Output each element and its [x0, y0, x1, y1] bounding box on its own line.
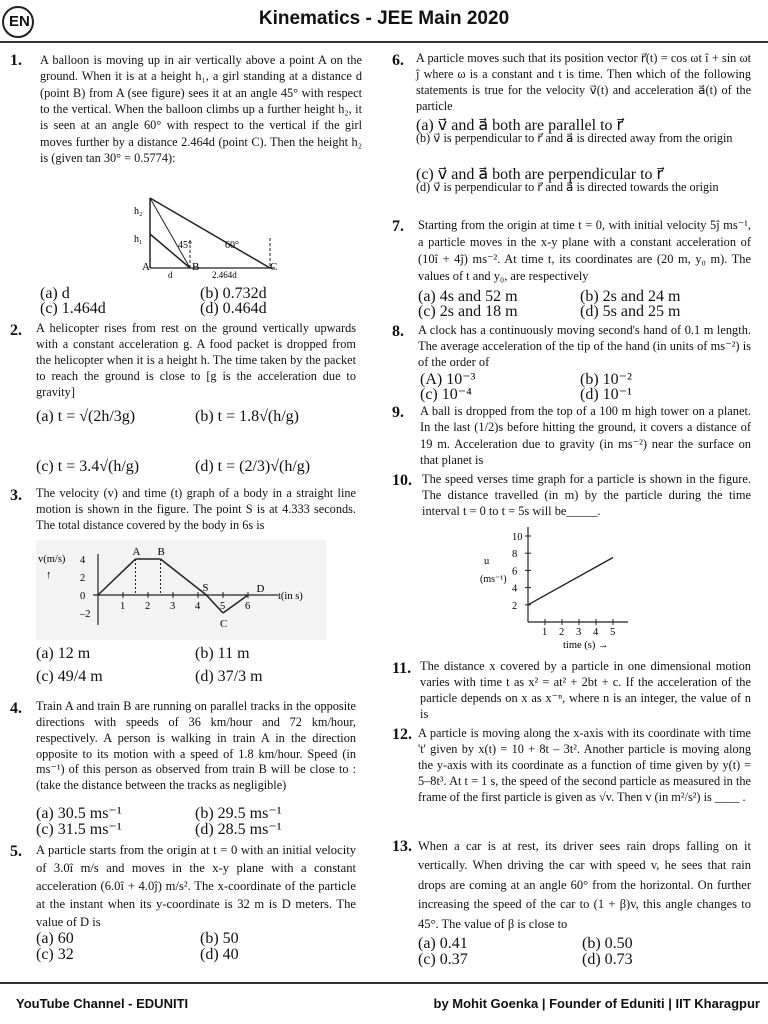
q6-option-b[interactable]: (b) v⃗ is perpendicular to r⃗ and a⃗ is directed away from the origin [416, 131, 733, 145]
vt-xtick: 1 [120, 601, 126, 612]
vt-point-S: S [202, 582, 209, 594]
q5-option-d[interactable]: (d) 40 [200, 946, 239, 963]
header-divider [0, 41, 768, 43]
footer-author: by Mohit Goenka | Founder of Eduniti | IIT Kharagpur [433, 996, 760, 1011]
page-title: Kinematics - JEE Main 2020 [258, 8, 510, 29]
q3-option-d[interactable]: (d) 37/3 m [195, 668, 263, 685]
vt-ytick: 2 [80, 573, 86, 584]
q1-option-b[interactable]: (b) 0.732d [200, 285, 267, 302]
q2-option-a[interactable]: (a) t = √(2h/3g) [36, 408, 136, 425]
q2-option-b[interactable]: (b) t = 1.8√(h/g) [195, 408, 300, 425]
q9-text: A ball is dropped from the top of a 100 m high tower on a planet. In the last (1/2)s before hitting the ground, it covers a distance of 19 m. Acceleration due to gravity (in ms⁻²) near the surface on that planet is [420, 404, 751, 467]
vt-segment [161, 559, 207, 595]
q7-option-a[interactable]: (a) 4s and 52 m [418, 288, 518, 305]
st-xlabel: time (s) → [563, 640, 609, 650]
q13-option-a[interactable]: (a) 0.41 [418, 935, 468, 952]
q2-text: A helicopter rises from rest on the ground vertically upwards with a constant acceleration g. A food packet is dropped from the helicopter when it is a height h. The time taken by the packet to reach the ground is close to [g is the acceleration due to gravity] [36, 321, 356, 399]
q7-text: Starting from the origin at time t = 0, with initial velocity 5ĵ ms⁻¹, a particle moves in the x-y plane with a constant acceleration of (10î + 4ĵ) ms⁻². At time t, its coordinates are (20 m, y₀ m). The values of t and y₀, are respectively [418, 218, 751, 283]
q4-number: 4. [10, 700, 22, 717]
q10-number: 10. [392, 472, 412, 489]
st-ytick: 10 [512, 532, 523, 543]
q3-option-b[interactable]: (b) 11 m [195, 645, 250, 662]
q1-line-top [150, 198, 270, 268]
q3-text: The velocity (v) and time (t) graph of a body in a straight line motion is shown in the figure. The point S is at 4.333 seconds. The total distance covered by the body in 6s is [36, 486, 356, 532]
q1-label-B: B [192, 261, 200, 273]
q9-number: 9. [392, 404, 404, 421]
q6-option-a[interactable]: (a) v⃗ and a⃗ both are parallel to r⃗ [416, 117, 624, 134]
st-xtick: 1 [542, 627, 548, 638]
q8-option-a[interactable]: (A) 10⁻³ [420, 371, 476, 388]
q3-number: 3. [10, 487, 22, 504]
q5-text: A particle starts from the origin at t = 0 with an initial velocity of 3.0î m/s and moves in the x-y plane with a constant acceleration (6.0î + 4.0ĵ) m/s². The x-coordinate of the particle at the instant when its y-coordinate is 32 m is D meters. The value of D is [36, 843, 356, 929]
q1-label-dist: 2.464d [212, 270, 237, 280]
st-series-line [528, 558, 613, 605]
q13-option-c[interactable]: (c) 0.37 [418, 951, 468, 968]
q2-number: 2. [10, 322, 22, 339]
st-xtick: 2 [559, 627, 565, 638]
q1-line-mid [150, 198, 190, 268]
st-ytick: 8 [512, 549, 518, 561]
q13-number: 13. [392, 838, 412, 855]
footer-channel: YouTube Channel - EDUNITI [16, 996, 189, 1011]
vt-y-arrow: ↑ [46, 569, 52, 581]
vt-xlabel: t(in s) [278, 591, 303, 602]
q4-option-a[interactable]: (a) 30.5 ms⁻¹ [36, 805, 122, 822]
q5-option-b[interactable]: (b) 50 [200, 930, 239, 947]
vt-point-D: D [256, 583, 265, 595]
q5-option-c[interactable]: (c) 32 [36, 946, 74, 963]
vt-ytick: 0 [80, 591, 86, 602]
q3-vt-chart [36, 540, 326, 640]
q3-option-c[interactable]: (c) 49/4 m [36, 668, 103, 685]
q6-number: 6. [392, 52, 404, 69]
q1-option-c[interactable]: (c) 1.464d [40, 300, 106, 317]
vt-point-C: C [220, 618, 228, 630]
q1-label-h1: h₁ [134, 234, 143, 245]
q1-text: A balloon is moving up in air vertically above a point A on the ground. When it is at a height h₁, a girl standing at a distance d (point B) from A (see figure) sees it at an angle 45° with respect to the vertical. When the balloon climbs up a further height h₂, it is seen at an angle 60° with respect to the vertical if the girl moves further by a distance 2.464d (point C). Then the height h₂ is (given tan 30° = 0.5774): [40, 53, 362, 166]
q1-option-d[interactable]: (d) 0.464d [200, 300, 267, 317]
vt-ylabel: v(m/s) [38, 554, 66, 565]
q10-text: The speed verses time graph for a particle is shown in the figure. The distance travelled (in m) by the particle during the time interval t = 0 to t = 5s will be_____. [422, 472, 751, 519]
vt-xtick: 3 [170, 601, 176, 612]
q5-number: 5. [10, 843, 22, 860]
vt-point-A: A [132, 546, 141, 558]
vt-xtick: 4 [195, 601, 201, 612]
footer-divider [0, 982, 768, 984]
q8-text: A clock has a continuously moving second's hand of 0.1 m length. The average acceleration of the tip of the hand (in units of ms⁻²) is of the order of [418, 323, 751, 370]
st-ytick: 4 [512, 583, 518, 595]
q1-number: 1. [10, 52, 22, 69]
q7-number: 7. [392, 218, 404, 235]
q7-option-b[interactable]: (b) 2s and 24 m [580, 288, 681, 305]
page-header [0, 0, 768, 42]
q12-text: A particle is moving along the x-axis with its coordinate with time 't' given by x(t) = 10 + 8t – 3t². Another particle is moving along the y-axis with its coordinate as a function of time given by y(t) = 5–8t³. At t = 1 s, the speed of the second particle as measured in the frame of the first particle is given as √v. Then v (in m²/s²) is ____ . [418, 726, 751, 805]
q1-label-d: d [168, 270, 173, 280]
q4-option-d[interactable]: (d) 28.5 ms⁻¹ [195, 821, 282, 838]
q3-option-a[interactable]: (a) 12 m [36, 645, 91, 662]
q1-label-A: A [142, 261, 150, 273]
st-ytick: 2 [512, 600, 518, 612]
q1-label-60: 60° [225, 240, 239, 251]
q13-option-d[interactable]: (d) 0.73 [582, 951, 633, 968]
st-ytick: 6 [512, 566, 518, 578]
st-xtick: 4 [593, 627, 599, 638]
q11-number: 11. [392, 660, 412, 677]
q1-figure [120, 190, 280, 280]
q2-option-c[interactable]: (c) t = 3.4√(h/g) [36, 458, 140, 475]
q8-number: 8. [392, 323, 404, 340]
q1-label-C: C [270, 261, 278, 273]
vt-xtick: 6 [245, 601, 251, 612]
q4-text: Train A and train B are running on parallel tracks in the opposite directions with speeds of 36 km/hour and 72 km/hour, respectively. A person is walking in train A in the direction opposite to its motion with a speed of 1.8 km/hour. Speed (in ms⁻¹) of this person as observed from train B will be close to : (take the distance between the tracks as negligible) [36, 699, 356, 793]
q4-option-c[interactable]: (c) 31.5 ms⁻¹ [36, 821, 122, 838]
eduniti-logo: EN [2, 6, 34, 38]
q6-option-d[interactable]: (d) v⃗ is perpendicular to r⃗ and a⃗ is directed towards the origin [416, 180, 719, 194]
st-ylabel: u [484, 556, 490, 567]
st-xtick: 5 [610, 627, 616, 638]
q12-number: 12. [392, 726, 412, 743]
vt-segment [98, 559, 136, 595]
q7-option-d[interactable]: (d) 5s and 25 m [580, 303, 681, 320]
q5-option-a[interactable]: (a) 60 [36, 930, 74, 947]
q8-option-b[interactable]: (b) 10⁻² [580, 371, 632, 388]
q6-option-c[interactable]: (c) v⃗ and a⃗ both are perpendicular to r⃗ [416, 166, 664, 183]
q1-option-a[interactable]: (a) d [40, 285, 70, 302]
q7-option-c[interactable]: (c) 2s and 18 m [418, 303, 518, 320]
q13-text: When a car is at rest, its driver sees rain drops falling on it vertically. When driving the car with speed v, he sees that rain drops are coming at an angle 60° from the horizontal. On further increasing the speed of the car to (1 + β)v, this angle changes to 45°. The value of β is close to [418, 839, 751, 931]
q13-option-b[interactable]: (b) 0.50 [582, 935, 633, 952]
st-xtick: 3 [576, 627, 582, 638]
vt-xtick: 2 [145, 601, 151, 612]
q1-label-h2: h₂ [134, 206, 143, 217]
st-yunit: (ms⁻¹) [480, 574, 507, 585]
q11-text: The distance x covered by a particle in one dimensional motion varies with time t as x² = at² + 2bt + c. If the acceleration of the particle depends on x as x⁻ⁿ, where n is an integer, the value of n is [420, 659, 751, 721]
q10-speed-time-chart [480, 522, 670, 650]
q2-option-d[interactable]: (d) t = (2/3)√(h/g) [195, 458, 311, 475]
q6-text: A particle moves such that its position vector r⃗(t) = cos ωt î + sin ωt ĵ where ω is a constant and t is time. Then which of the following statements is true for the velocity v⃗(t) and acceleration a⃗(t) of the particle [416, 51, 751, 113]
vt-point-B: B [157, 546, 165, 558]
vt-ytick: 4 [80, 555, 86, 566]
vt-ytick: –2 [80, 609, 91, 620]
q8-option-c[interactable]: (c) 10⁻⁴ [420, 386, 472, 403]
q1-label-45: 45° [178, 240, 192, 251]
vt-xtick: 5 [220, 601, 226, 612]
q8-option-d[interactable]: (d) 10⁻¹ [580, 386, 632, 403]
q4-option-b[interactable]: (b) 29.5 ms⁻¹ [195, 805, 282, 822]
